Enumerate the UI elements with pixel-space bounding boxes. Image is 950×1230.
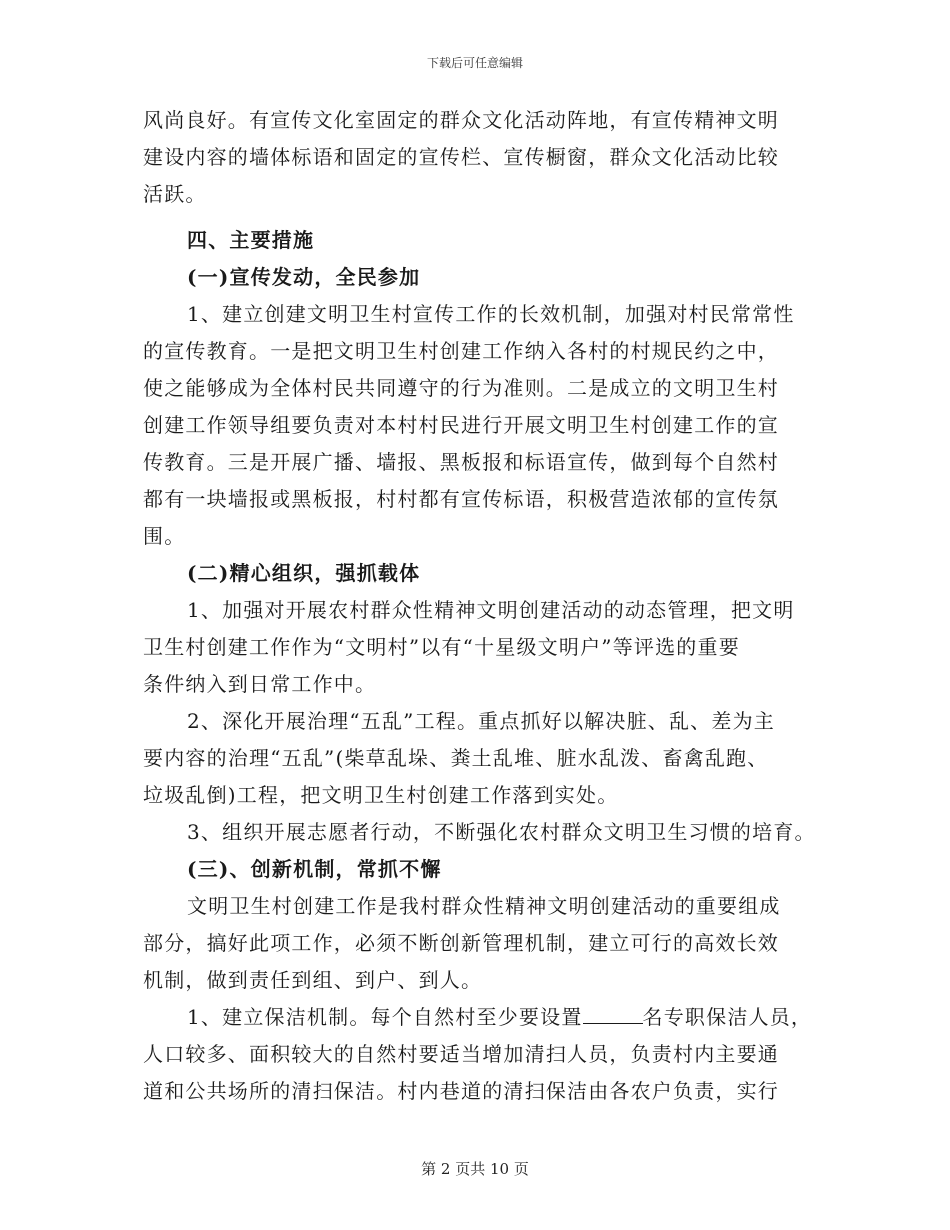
line-text-before-blank: 1、建立保洁机制。每个自然村至少要设置 <box>187 1005 583 1029</box>
paragraph-line: 风尚良好。有宣传文化室固定的群众文化活动阵地，有宣传精神文明 <box>143 108 779 132</box>
page-header: 下载后可任意编辑 <box>426 56 523 70</box>
paragraph-line: 1、加强对开展农村群众性精神文明创建活动的动态管理，把文明 <box>187 598 795 622</box>
paragraph-line: 活跃。 <box>143 182 207 206</box>
fill-in-blank <box>583 1005 643 1024</box>
subsection-heading: (二)精心组织，强抓载体 <box>187 561 421 585</box>
paragraph-line-with-blank <box>187 1005 812 1029</box>
paragraph-line: 都有一块墙报或黑板报，村村都有宣传标语，积极营造浓郁的宣传氛 <box>143 487 779 511</box>
subsection-heading: (三)、创新机制，常抓不懈 <box>187 857 442 881</box>
paragraph-line: 围。 <box>143 524 186 548</box>
paragraph-line: 文明卫生村创建工作是我村群众性精神文明创建活动的重要组成 <box>187 894 781 918</box>
paragraph-line: 传教育。三是开展广播、墙报、黑板报和标语宣传，做到每个自然村 <box>143 450 779 474</box>
paragraph-line: 道和公共场所的清扫保洁。村内巷道的清扫保洁由各农户负责，实行 <box>143 1079 779 1103</box>
paragraph-line: 机制，做到责任到组、到户、到人。 <box>143 968 483 992</box>
paragraph-line: 人口较多、面积较大的自然村要适当增加清扫人员，负责村内主要通 <box>143 1042 779 1066</box>
paragraph-line: 要内容的治理“五乱”(柴草乱垛、粪土乱堆、脏水乱泼、畜禽乱跑、 <box>143 746 769 770</box>
paragraph-line: 使之能够成为全体村民共同遵守的行为准则。二是成立的文明卫生村 <box>143 376 779 400</box>
paragraph-line: 的宣传教育。一是把文明卫生村创建工作纳入各村的村规民约之中， <box>143 339 779 363</box>
section-heading: 四、主要措施 <box>187 228 315 252</box>
page-footer: 第 2 页共 10 页 <box>421 1160 529 1178</box>
paragraph-line: 建设内容的墙体标语和固定的宣传栏、宣传橱窗，群众文化活动比较 <box>143 145 779 169</box>
subsection-heading: (一)宣传发动，全民参加 <box>187 265 421 289</box>
paragraph-line: 创建工作领导组要负责对本村村民进行开展文明卫生村创建工作的宣 <box>143 413 779 437</box>
paragraph-line: 卫生村创建工作作为“文明村”以有“十星级文明户”等评选的重要 <box>143 635 740 659</box>
paragraph-line: 3、组织开展志愿者行动，不断强化农村群众文明卫生习惯的培育。 <box>187 820 816 844</box>
paragraph-line: 条件纳入到日常工作中。 <box>143 672 377 696</box>
paragraph-line: 1、建立创建文明卫生村宣传工作的长效机制，加强对村民常常性 <box>187 302 795 326</box>
paragraph-line: 部分，搞好此项工作，必须不断创新管理机制，建立可行的高效长效 <box>143 931 779 955</box>
line-text-after-blank: 名专职保洁人员， <box>642 1005 813 1029</box>
paragraph-line: 2、深化开展治理“五乱”工程。重点抓好以解决脏、乱、差为主 <box>187 709 775 733</box>
paragraph-line: 垃圾乱倒)工程，把文明卫生村创建工作落到实处。 <box>143 783 619 807</box>
